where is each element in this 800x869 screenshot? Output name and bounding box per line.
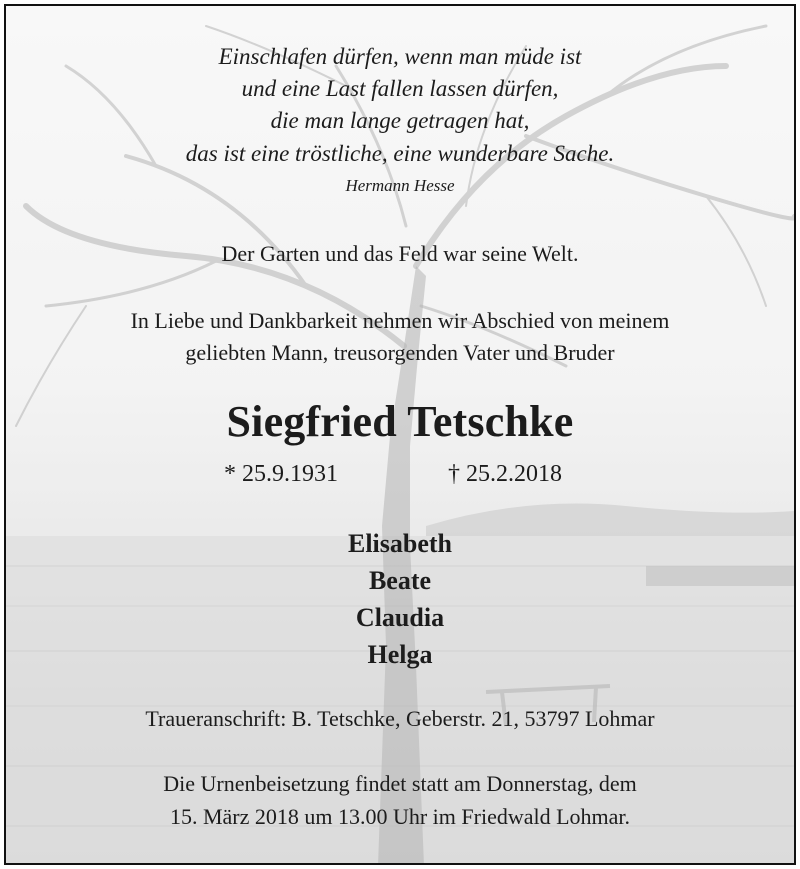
birth-date: * 25.9.1931: [224, 461, 338, 487]
poem-author: Hermann Hesse: [345, 176, 455, 195]
notice-text: [6, 6, 794, 863]
family-member: Beate: [368, 566, 432, 595]
intro-line-2: geliebten Mann, treusorgenden Vater und Bruder: [185, 340, 615, 365]
family-member: Elisabeth: [347, 529, 453, 558]
poem-line-4: das ist eine tröstliche, eine wunderbare Sache.: [185, 141, 615, 166]
burial-line-2: 15. März 2018 um 13.00 Uhr im Friedwald Lohmar.: [169, 804, 631, 829]
death-date: † 25.2.2018: [448, 461, 562, 487]
tagline: Der Garten und das Feld war seine Welt.: [221, 241, 579, 266]
deceased-name: Siegfried Tetschke: [226, 397, 574, 446]
poem-line-1: Einschlafen dürfen, wenn man müde ist: [218, 44, 582, 69]
poem-line-3: die man lange getragen hat,: [270, 108, 530, 133]
mourning-address: Traueranschrift: B. Tetschke, Geberstr. 21, 53797 Lohmar: [145, 706, 655, 731]
family-member: Helga: [367, 640, 433, 669]
obituary-notice: [4, 4, 796, 865]
poem-line-2: und eine Last fallen lassen dürfen,: [241, 76, 559, 101]
intro-line-1: In Liebe und Dankbarkeit nehmen wir Abschied von meinem: [130, 308, 670, 333]
burial-line-1: Die Urnenbeisetzung findet statt am Donnerstag, dem: [163, 771, 637, 796]
family-member: Claudia: [355, 603, 445, 632]
